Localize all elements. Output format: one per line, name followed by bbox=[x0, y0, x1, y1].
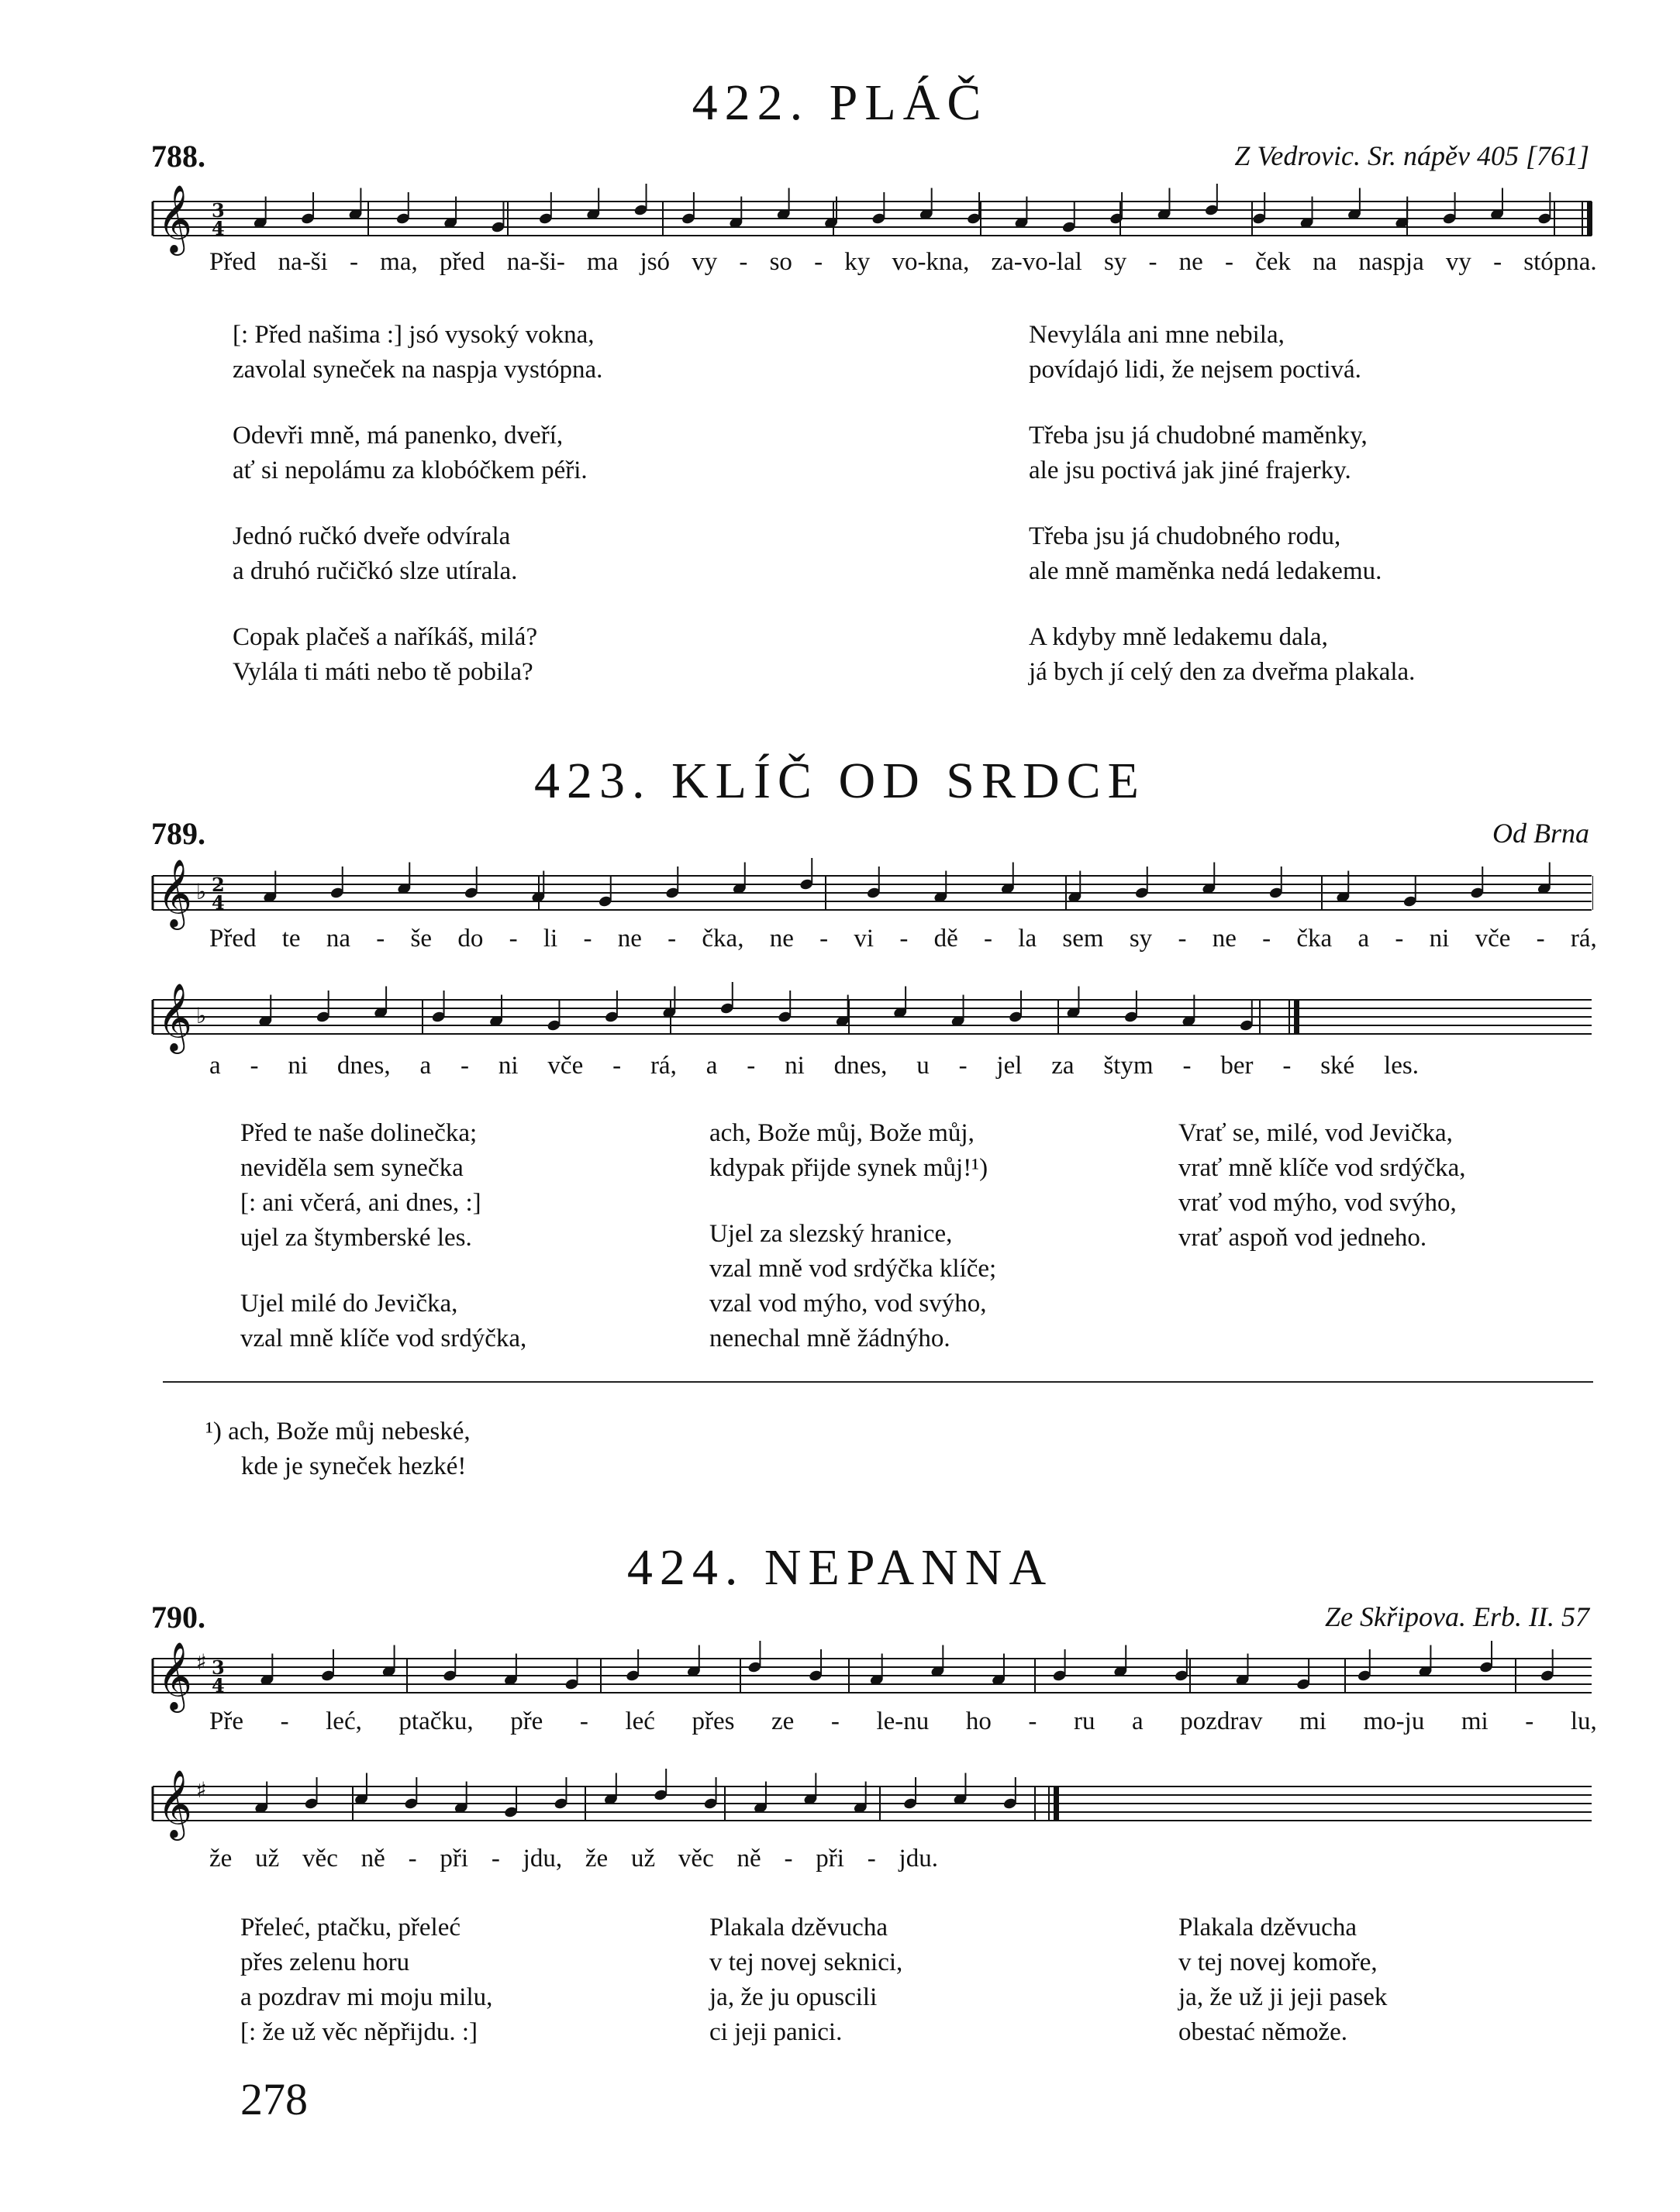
verse-line: kdypak přijde synek můj!¹) bbox=[709, 1154, 988, 1182]
lyric-syllable: před bbox=[439, 248, 485, 276]
song-title-424: 424. NEPANNA bbox=[626, 1539, 1054, 1596]
lyric-syllable: už bbox=[255, 1845, 280, 1873]
lyric-syllable: ne bbox=[1212, 925, 1237, 953]
page-number: 278 bbox=[240, 2074, 308, 2124]
time-signature-bottom: 4 bbox=[212, 217, 225, 239]
lyric-syllable: ni bbox=[288, 1052, 309, 1080]
stanza bbox=[233, 620, 602, 690]
lyric-syllable: vo-kna, bbox=[892, 248, 970, 276]
lyric-syllable: ni bbox=[1429, 925, 1450, 953]
key-signature: ♭ bbox=[196, 1003, 207, 1028]
lyric-syllable: - bbox=[509, 925, 518, 953]
lyric-syllable: sy bbox=[1103, 248, 1127, 276]
verse-line: vzal mně klíče vod srdýčka, bbox=[240, 1325, 527, 1352]
lyric-syllable: leć, bbox=[326, 1707, 362, 1735]
lyric-syllable: vy bbox=[1445, 248, 1471, 276]
time-signature-bottom: 4 bbox=[212, 891, 225, 914]
lyric-syllable: Před bbox=[209, 925, 257, 953]
treble-clef: 𝄞 bbox=[157, 1769, 192, 1838]
verse-line: vzal vod mýho, vod svýho, bbox=[709, 1290, 987, 1318]
verse-line: ujel za štymberské les. bbox=[240, 1224, 472, 1252]
lyric-syllable: ho bbox=[965, 1707, 992, 1735]
lyric-syllable: při bbox=[816, 1845, 844, 1873]
verse-line: Přeleć, ptačku, přeleć bbox=[240, 1914, 461, 1942]
stanza bbox=[709, 1911, 902, 2050]
lyric-syllable: stópna. bbox=[1523, 248, 1597, 276]
lyric-syllable: vče bbox=[547, 1052, 584, 1080]
lyric-syllable: - bbox=[1178, 925, 1187, 953]
lyric-syllable: - bbox=[668, 925, 677, 953]
stanza bbox=[233, 318, 602, 388]
verse-column bbox=[240, 1116, 526, 1356]
lyric-syllable: še bbox=[410, 925, 433, 953]
verse-line: Odevři mně, má panenko, dveří, bbox=[233, 422, 564, 450]
lyric-syllable: le-nu bbox=[876, 1707, 930, 1735]
lyric-syllable: - bbox=[1028, 1707, 1037, 1735]
verse-line: ale jsu poctivá jak jiné frajerky. bbox=[1029, 457, 1351, 484]
stanza bbox=[1178, 1116, 1466, 1256]
lyric-syllable: mo-ju bbox=[1363, 1707, 1425, 1735]
source-note-788: Z Vedrovic. Sr. nápěv 405 [761] bbox=[1234, 140, 1589, 171]
verse-line: Třeba jsu já chudobného rodu, bbox=[1029, 522, 1341, 550]
verse-line: [: že už věc něpřijdu. :] bbox=[240, 2018, 478, 2046]
lyric-syllable: - bbox=[491, 1845, 500, 1873]
verse-line: vrať aspoň vod jedneho. bbox=[1178, 1224, 1427, 1252]
verse-column bbox=[240, 1911, 492, 2050]
lyric-syllable: jdu, bbox=[523, 1845, 563, 1873]
lyric-syllable: do bbox=[457, 925, 484, 953]
lyric-syllable: ber bbox=[1220, 1052, 1254, 1080]
lyric-syllable: - bbox=[1148, 248, 1157, 276]
key-signature: ♯ bbox=[196, 1649, 207, 1675]
lyric-syllable: na bbox=[1313, 248, 1337, 276]
lyric-syllable: les. bbox=[1384, 1052, 1419, 1080]
stanza bbox=[240, 1116, 526, 1256]
lyric-syllable: ni bbox=[785, 1052, 805, 1080]
verse-line: ci jeji panici. bbox=[709, 2018, 843, 2046]
lyric-syllable: - bbox=[1224, 248, 1233, 276]
verse-line: Vylála ti máti nebo tě pobila? bbox=[233, 658, 533, 686]
verse-line: Jednó ručkó dveře odvírala bbox=[233, 522, 511, 550]
lyric-syllable: pozdrav bbox=[1180, 1707, 1263, 1735]
verse-line: A kdyby mně ledakemu dala, bbox=[1029, 623, 1328, 651]
treble-clef: 𝄞 bbox=[157, 184, 192, 253]
stanza bbox=[233, 519, 602, 589]
melody-number-789: 789. bbox=[151, 816, 205, 851]
stanza bbox=[1029, 318, 1415, 388]
verse-line: zavolal syneček na naspja vystópna. bbox=[233, 356, 603, 384]
verse-column bbox=[1029, 318, 1415, 690]
treble-clef: 𝄞 bbox=[157, 1641, 192, 1710]
treble-clef: 𝄞 bbox=[157, 858, 192, 927]
lyric-syllable: leć bbox=[625, 1707, 655, 1735]
lyric-syllable: - bbox=[958, 1052, 968, 1080]
music-staff bbox=[151, 1755, 1593, 1856]
stanza bbox=[240, 1911, 492, 2050]
lyric-syllable: - bbox=[747, 1052, 756, 1080]
lyric-syllable: - bbox=[1525, 1707, 1534, 1735]
lyric-syllable: ze bbox=[771, 1707, 795, 1735]
verse-line: [: ani včerá, ani dnes, :] bbox=[240, 1189, 481, 1217]
lyric-syllable: - bbox=[739, 248, 748, 276]
verse-line: Plakala dzěvucha bbox=[1178, 1914, 1357, 1942]
lyric-syllable: pře bbox=[510, 1707, 543, 1735]
lyric-syllable: ně bbox=[737, 1845, 761, 1873]
verse-line: přes zelenu horu bbox=[240, 1948, 410, 1976]
lyric-syllable: jsó bbox=[640, 248, 671, 276]
lyric-syllable: vy bbox=[692, 248, 718, 276]
lyric-syllable: sem bbox=[1062, 925, 1104, 953]
time-signature-bottom: 4 bbox=[212, 1674, 225, 1697]
lyric-syllable: - bbox=[1182, 1052, 1192, 1080]
lyric-syllable: na bbox=[326, 925, 351, 953]
verse-line: obestać němože. bbox=[1178, 2018, 1348, 2046]
lyric-syllable: - bbox=[1282, 1052, 1292, 1080]
lyric-syllable: na-ši- bbox=[506, 248, 565, 276]
lyric-syllable: dnes, bbox=[833, 1052, 888, 1080]
verse-line: ja, že už ji jeji pasek bbox=[1178, 1983, 1388, 2011]
lyric-syllable: - bbox=[583, 925, 592, 953]
footnote bbox=[205, 1414, 471, 1484]
verse-line: Třeba jsu já chudobné maměnky, bbox=[1029, 422, 1368, 450]
footnote-line: ¹) ach, Bože můj nebeské, bbox=[205, 1418, 471, 1445]
verse-line: Copak plačeš a naříkáš, milá? bbox=[233, 623, 538, 651]
lyric-syllable: ne bbox=[769, 925, 794, 953]
time-signature-top: 2 bbox=[212, 873, 225, 896]
lyric-syllable: jdu. bbox=[899, 1845, 938, 1873]
verse-column bbox=[709, 1116, 996, 1356]
lyric-syllable: ské bbox=[1320, 1052, 1355, 1080]
lyric-syllable: - bbox=[899, 925, 909, 953]
time-signature-top: 3 bbox=[212, 1656, 225, 1679]
final-barline-thick bbox=[1294, 1000, 1299, 1034]
lyric-syllable: rá, bbox=[1570, 925, 1597, 953]
lyric-syllable: - bbox=[350, 248, 358, 276]
verse-line: Plakala dzěvucha bbox=[709, 1914, 888, 1942]
lyric-syllable: přes bbox=[692, 1707, 735, 1735]
lyric-syllable: za-vo-lal bbox=[991, 248, 1082, 276]
lyric-syllable: a bbox=[419, 1052, 432, 1080]
lyric-syllable: - bbox=[612, 1052, 622, 1080]
verse-line: Před te naše dolinečka; bbox=[240, 1119, 478, 1147]
lyric-syllable: - bbox=[250, 1052, 259, 1080]
lyric-syllable: - bbox=[867, 1845, 876, 1873]
verse-line: Ujel milé do Jevička, bbox=[240, 1290, 458, 1318]
verse-line: vzal mně vod srdýčka klíče; bbox=[709, 1255, 997, 1283]
verse-line: ať si nepolámu za klobóčkem péři. bbox=[233, 457, 588, 484]
lyric-syllable: - bbox=[408, 1845, 417, 1873]
lyric-syllable: ni bbox=[498, 1052, 519, 1080]
lyric-syllable: - bbox=[461, 1052, 470, 1080]
verse-line: ach, Bože můj, Bože můj, bbox=[709, 1119, 975, 1147]
lyric-syllable: - bbox=[1262, 925, 1271, 953]
lyric-syllable: ru bbox=[1073, 1707, 1095, 1735]
lyric-syllable: ptačku, bbox=[398, 1707, 474, 1735]
verse-line: Vrať se, milé, vod Jevička, bbox=[1178, 1119, 1453, 1147]
lyric-syllable: ně bbox=[360, 1845, 385, 1873]
lyric-syllable: Před bbox=[209, 248, 257, 276]
verse-line: vrať mně klíče vod srdýčka, bbox=[1178, 1154, 1466, 1182]
lyric-syllable: - bbox=[819, 925, 829, 953]
lyric-syllable: - bbox=[1536, 925, 1545, 953]
final-barline-thick bbox=[1054, 1786, 1059, 1821]
song-title-423: 423. KLÍČ OD SRDCE bbox=[533, 753, 1147, 809]
source-note-790: Ze Skřipova. Erb. II. 57 bbox=[1325, 1601, 1589, 1632]
verse-line: ja, že ju opuscili bbox=[709, 1983, 878, 2011]
lyric-syllable: že bbox=[209, 1845, 233, 1873]
lyric-syllable: Pře bbox=[209, 1707, 243, 1735]
footnote-line: kde je syneček hezké! bbox=[241, 1452, 467, 1480]
verse-column bbox=[1178, 1116, 1466, 1256]
stanza bbox=[1029, 519, 1415, 589]
lyric-syllable: - bbox=[814, 248, 823, 276]
lyric-syllable: - bbox=[784, 1845, 793, 1873]
lyric-syllable: lu, bbox=[1570, 1707, 1597, 1735]
lyric-syllable: štym bbox=[1103, 1052, 1154, 1080]
lyric-syllable: rá, bbox=[650, 1052, 677, 1080]
lyric-syllable: te bbox=[281, 925, 301, 953]
lyric-syllable: jel bbox=[996, 1052, 1023, 1080]
lyric-syllable: a bbox=[209, 1052, 221, 1080]
verse-line: vrať vod mýho, vod svýho, bbox=[1178, 1189, 1457, 1217]
lyric-syllable: ky bbox=[844, 248, 871, 276]
lyric-syllable: čka, bbox=[702, 925, 744, 953]
melody-number-790: 790. bbox=[151, 1600, 205, 1635]
stanza bbox=[1178, 1911, 1387, 2050]
key-signature: ♯ bbox=[196, 1777, 207, 1803]
verse-line: já bych jí celý den za dveřma plakala. bbox=[1029, 658, 1416, 686]
lyric-syllable: vče bbox=[1475, 925, 1511, 953]
lyric-syllable: so bbox=[769, 248, 792, 276]
lyric-syllable: mi bbox=[1299, 1707, 1326, 1735]
lyric-syllable: čka bbox=[1296, 925, 1333, 953]
lyric-syllable: ček bbox=[1255, 248, 1291, 276]
lyric-syllable: sy bbox=[1129, 925, 1153, 953]
verse-column bbox=[1178, 1911, 1387, 2050]
lyrics-line bbox=[209, 248, 1597, 277]
lyric-syllable: a bbox=[705, 1052, 718, 1080]
lyrics-line bbox=[209, 1707, 1597, 1736]
lyric-syllable: ne bbox=[1178, 248, 1203, 276]
key-signature: ♭ bbox=[196, 879, 207, 904]
verse-line: neviděla sem synečka bbox=[240, 1154, 464, 1182]
lyrics-line bbox=[209, 1052, 1419, 1080]
lyric-syllable: už bbox=[630, 1845, 656, 1873]
lyric-syllable: - bbox=[376, 925, 385, 953]
lyric-syllable: a bbox=[1357, 925, 1370, 953]
lyric-syllable: vi bbox=[854, 925, 874, 953]
stanza bbox=[709, 1116, 996, 1186]
verse-line: Nevylála ani mne nebila, bbox=[1029, 321, 1285, 349]
lyric-syllable: li bbox=[543, 925, 558, 953]
lyric-syllable: věc bbox=[302, 1845, 338, 1873]
lyric-syllable: - bbox=[830, 1707, 840, 1735]
melody-number-788: 788. bbox=[151, 139, 205, 174]
lyric-syllable: za bbox=[1051, 1052, 1075, 1080]
time-signature-top: 3 bbox=[212, 199, 225, 222]
verse-line: [: Před našima :] jsó vysoký vokna, bbox=[233, 321, 595, 349]
footnote-rule bbox=[163, 1381, 1593, 1383]
lyric-syllable: dě bbox=[933, 925, 958, 953]
lyrics-line bbox=[209, 925, 1597, 953]
lyric-syllable: la bbox=[1018, 925, 1037, 953]
lyric-syllable: a bbox=[1132, 1707, 1144, 1735]
stanza bbox=[240, 1287, 526, 1356]
lyrics-line bbox=[209, 1845, 938, 1873]
song-title-422: 422. PLÁČ bbox=[692, 74, 988, 131]
lyric-syllable: že bbox=[585, 1845, 609, 1873]
lyric-syllable: dnes, bbox=[336, 1052, 391, 1080]
treble-clef: 𝄞 bbox=[157, 982, 192, 1051]
verse-line: a druhó ručičkó slze utírala. bbox=[233, 557, 518, 585]
stanza bbox=[1029, 620, 1415, 690]
verse-line: nenechal mně žádnýho. bbox=[709, 1325, 950, 1352]
verse-line: v tej novej seknici, bbox=[709, 1948, 903, 1976]
verse-line: a pozdrav mi moju milu, bbox=[240, 1983, 493, 2011]
lyric-syllable: - bbox=[280, 1707, 289, 1735]
lyric-syllable: - bbox=[1493, 248, 1502, 276]
verse-column bbox=[709, 1911, 902, 2050]
stanza bbox=[709, 1217, 996, 1356]
lyric-syllable: naspja bbox=[1358, 248, 1424, 276]
lyric-syllable: u bbox=[916, 1052, 930, 1080]
lyric-syllable: - bbox=[1395, 925, 1404, 953]
stanza bbox=[233, 419, 602, 488]
lyric-syllable: - bbox=[579, 1707, 588, 1735]
lyric-syllable: - bbox=[984, 925, 993, 953]
lyric-syllable: při bbox=[440, 1845, 469, 1873]
verse-line: povídajó lidi, že nejsem poctivá. bbox=[1029, 356, 1361, 384]
lyric-syllable: ma bbox=[587, 248, 619, 276]
verse-line: Ujel za slezský hranice, bbox=[709, 1220, 953, 1248]
stanza bbox=[1029, 419, 1415, 488]
verse-line: v tej novej komoře, bbox=[1178, 1948, 1378, 1976]
lyric-syllable: ma, bbox=[380, 248, 418, 276]
lyric-syllable: věc bbox=[678, 1845, 714, 1873]
verse-line: ale mně maměnka nedá ledakemu. bbox=[1029, 557, 1382, 585]
source-note-789: Od Brna bbox=[1492, 818, 1589, 849]
verse-column bbox=[233, 318, 602, 690]
final-barline-thick bbox=[1587, 202, 1592, 236]
lyric-syllable: mi bbox=[1461, 1707, 1489, 1735]
lyric-syllable: ne bbox=[617, 925, 642, 953]
lyric-syllable: na-ši bbox=[278, 248, 328, 276]
